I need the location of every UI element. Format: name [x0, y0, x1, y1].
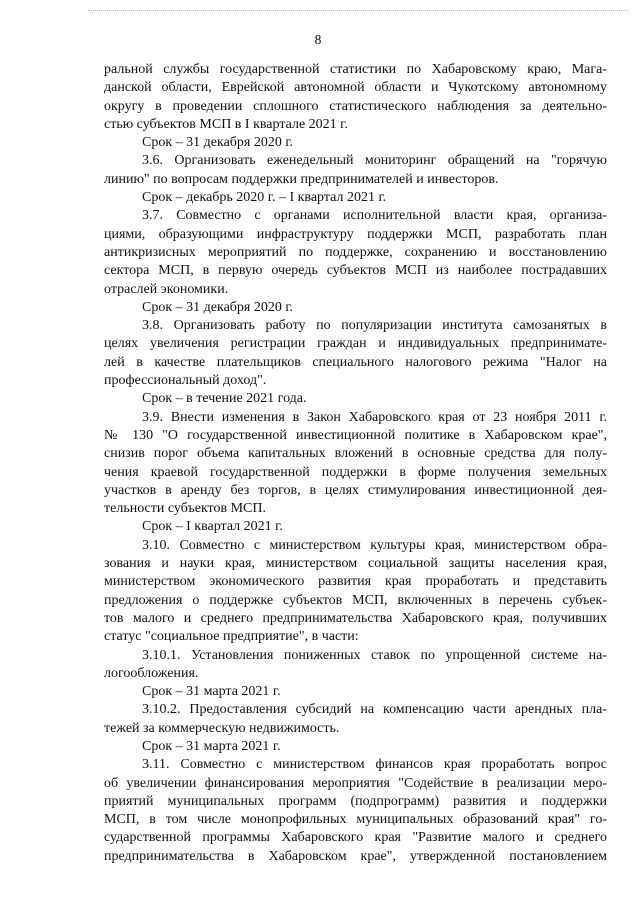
text-line: № 130 "О государственной инвестиционной политике в Хабаровском крае",: [104, 427, 607, 443]
text-line: предложения о поддержке субъектов МСП, включенных в перечень субъек-: [104, 592, 607, 608]
text-line: МСП, в том числе монопрофильных муниципальных образований края" го-: [104, 812, 607, 828]
text-line: логообложения.: [104, 665, 199, 681]
text-line: министерством экономического развития края проработать и представить: [104, 574, 607, 590]
page-number: 8: [314, 32, 322, 47]
text-line: 3.10.2. Предоставления субсидий на компенсацию части арендных пла-: [142, 702, 607, 718]
scan-top-edge: [88, 10, 628, 12]
text-line: 3.6. Организовать еженедельный мониторинг обращений на "горячую: [142, 153, 607, 169]
text-line: статус "социальное предприятие", в части:: [104, 629, 359, 645]
text-line: сударственной программы Хабаровского края "Развитие малого и среднего: [104, 830, 607, 846]
text-line: предпринимательства в Хабаровском крае", утвержденной постановлением: [104, 848, 607, 864]
text-line: округу в проведении сплошного статистического наблюдения за деятельно-: [104, 98, 607, 114]
text-line: профессиональный доход".: [104, 373, 267, 389]
text-line: приятий муниципальных программ (подпрограмм) развития и поддержки: [104, 793, 607, 809]
text-line: Срок – 31 марта 2021 г.: [142, 684, 281, 700]
text-line: тов малого и среднего предпринимательства Хабаровского края, получивших: [104, 610, 607, 626]
text-line: Срок – 31 декабря 2020 г.: [142, 135, 294, 151]
text-line: антикризисных мероприятий по поддержке, сохранению и восстановлению: [104, 244, 607, 260]
text-line: данской области, Еврейской автономной области и Чукотскому автономному: [104, 80, 607, 96]
text-line: тежей за коммерческую недвижимость.: [104, 720, 340, 736]
text-line: Срок – декабрь 2020 г. – I квартал 2021 г.: [142, 190, 387, 206]
text-line: отраслей экономики.: [104, 281, 229, 297]
document-body: [104, 61, 607, 866]
text-line: 3.9. Внести изменения в Закон Хабаровского края от 23 ноября 2011 г.: [142, 409, 607, 425]
text-line: лей в качестве плательщиков специального налогового режима "Налог на: [104, 354, 607, 370]
text-line: снизив порог объема капитальных вложений в основные средства для полу-: [104, 446, 607, 462]
text-line: линию" по вопросам поддержки предпринимателей и инвесторов.: [104, 171, 499, 187]
text-line: 3.8. Организовать работу по популяризации института самозанятых в: [142, 318, 607, 334]
text-line: циями, образующими инфраструктуру поддержки МСП, разработать план: [104, 226, 607, 242]
text-line: об увеличении финансирования мероприятия "Содействие в реализации меро-: [104, 775, 607, 791]
text-line: сектора МСП, в первую очередь субъектов МСП из наиболее пострадавших: [104, 263, 607, 279]
text-line: стью субъектов МСП в I квартале 2021 г.: [104, 116, 348, 132]
text-line: 3.11. Совместно с министерством финансов края проработать вопрос: [142, 757, 607, 773]
text-line: Срок – I квартал 2021 г.: [142, 519, 283, 535]
text-line: 3.10.1. Установления пониженных ставок по упрощенной системе на-: [142, 647, 607, 663]
text-line: участков в аренду без торгов, в целях стимулирования инвестиционной дея-: [104, 482, 607, 498]
text-line: 3.7. Совместно с органами исполнительной власти края, организа-: [142, 208, 607, 224]
text-line: тельности субъектов МСП.: [104, 501, 266, 517]
text-line: 3.10. Совместно с министерством культуры края, министерством обра-: [142, 537, 607, 553]
text-line: Срок – 31 марта 2021 г.: [142, 738, 281, 754]
text-line: чения краевой государственной поддержки в форме получения земельных: [104, 464, 607, 480]
text-line: Срок – в течение 2021 года.: [142, 391, 307, 407]
text-line: ральной службы государственной статистики по Хабаровскому краю, Мага-: [104, 62, 607, 77]
text-line: целях увеличения регистрации граждан и индивидуальных предпринимате-: [104, 336, 607, 352]
text-line: зования и науки края, министерством социальной защиты населения края,: [104, 556, 607, 572]
text-line: Срок – 31 декабря 2020 г.: [142, 299, 294, 315]
